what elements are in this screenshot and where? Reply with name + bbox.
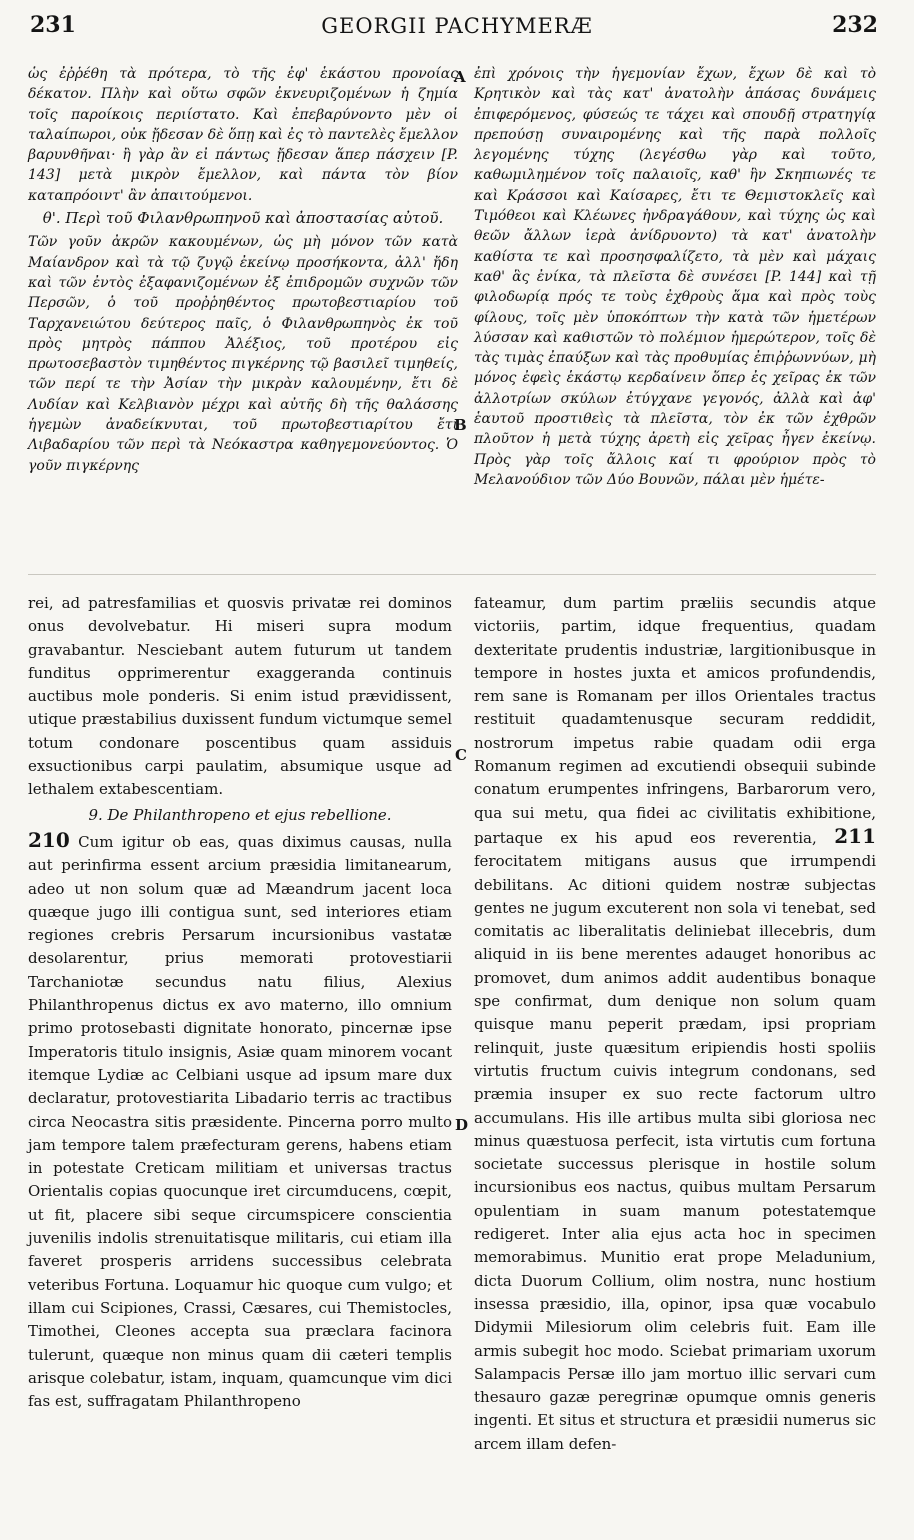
greek-column-left (28, 64, 458, 476)
latin-column-left (28, 592, 452, 1413)
latin-left-paragraph-2-text: Cum igitur ob eas, quas diximus causas, nulla aut perinfirma essent arcium præsidia limitanearum, adeo ut non solum quæ ad Mæandrum jacent loca quæque jugo illi contigua sunt, sed interiores etiam regiones crebris Persarum incursionibus vastatæ desolarentur, prius memorati protovestiarii Tarchaniotæ secundus natu filius, Alexius Philanthropenus dictus ex avo materno, illo omnium primo protosebasti dignitate honorato, pincernæ ipse Imperatoris titulo insignis, Asiæ quam minorem vocant itemque Lydiæ ac Celbiani usque ad ipsum mare dux declaratur, protovestiarita Libadario terris ac tractibus circa Neocastra sitis præsidente. Pincerna porro multo jam tempore talem præfecturam gerens, habens etiam in potestate Creticam militiam et universas tractus Orientalis copias quocunque iret circumducens, cœpit, ut fit, placere sibi seque circumspicere conscientia juvenilis indolis strenuitatisque militaris, cui etiam illa faveret prosperis arridens successibus celebrata veteribus Fortuna. Loquamur hic quoque cum vulgo; et illam cui Scipiones, Crassi, Cæsares, cui Themistocles, Timothei, Cleones accepta sua præclara facinora tulerunt, quæque non minus quam dii cæteri templis arisque colebatur, istam, inquam, quamcunque vim dici fas est, suffragatam Philanthropeno (28, 832, 452, 1411)
section-divider (28, 574, 876, 575)
section-number-210: 210 (28, 827, 70, 852)
margin-marker-a: A (454, 68, 466, 86)
greek-left-paragraph-2: Τῶν γοῦν ἀκρῶν κακουμένων, ὡς μὴ μόνον τῶν κατὰ Μαίανδρον καὶ τὰ τῷ ζυγῷ ἐκείνῳ προσήκοντα, ἀλλ' ἤδη καὶ τῶν ἐντὸς ἐξαφανιζομένων ἐξ ἐπιδρομῶν συχνῶν τῶν Περσῶν, ὁ τοῦ προῤῥηθέντος πρωτοβεστιαρίου τοῦ Ταρχανειώτου δεύτερος παῖς, ὁ Φιλανθρωπηνὸς ἐκ τοῦ πρὸς μητρὸς πάππου Ἀλέξιος, τοῦ προτέρου εἰς πρωτοσεβαστὸν τιμηθέντος πιγκέρνης τῷ βασιλεῖ τιμηθείς, τῶν περί τε τὴν Ἀσίαν τὴν μικρὰν καλουμένην, ἔτι δὲ Λυδίαν καὶ Κελβιανὸν μέχρι καὶ αὐτῆς δὴ τῆς θαλάσσης ἡγεμὼν ἀναδείκνυται, τοῦ πρωτοβεστιαρίτου ἔτι Λιβαδαρίου τῶν περὶ τὰ Νεόκαστρα καθηγεμονεύοντος. Ὁ γοῦν πιγκέρνης (28, 234, 458, 474)
margin-marker-d: D (455, 1116, 469, 1134)
latin-column-right (474, 592, 876, 1456)
greek-right-paragraph-1: ἐπὶ χρόνοις τὴν ἡγεμονίαν ἔχων, ἔχων δὲ καὶ τὸ Κρητικὸν καὶ τὰς κατ' ἀνατολὴν ἁπάσας δυνάμεις ἐπιφερόμενος, φύσεώς τε τάχει καὶ σπουδῇ στρατηγίᾳ πρεπούσῃ συναιρομένης καὶ τῆς παρὰ πολλοῖς λεγομένης τύχης (λεγέσθω γὰρ καὶ τοῦτο, καθωμιλημένον τοῖς παλαιοῖς, καθ' ἣν Σκηπιωνές τε καὶ Κράσσοι καὶ Καίσαρες, ἔτι τε Θεμιστοκλεῖς καὶ Τιμόθεοι καὶ Κλέωνες ἠνδραγάθουν, καὶ τύχης ὡς καὶ θεῶν ἄλλων ἱερὰ ἀνίδρυοντο) τὰ κατ' ἀνατολὴν καθίστα τε καὶ προσησφαλίζετο, τὰ μὲν καὶ μάχαις καθ' ἃς ἐνίκα, τὰ πλεῖστα δὲ συνέσει [P. 144] καὶ τῇ φιλοδωρίᾳ πρός τε τοὺς ἐχθροὺς ἅμα καὶ πρὸς τοὺς φίλους, τοῖς μὲν ὑποκόπτων τὴν κατὰ τῶν ἡμετέρων λύσσαν καὶ καθιστῶν τὸ πολέμιον ἡμερώτερον, τοῖς δὲ τὰς τιμὰς ἐπαύξων καὶ τὰς προθυμίας ἐπιῤῥωννύων, μὴ μόνος ἐφεὶς ἑκάστῳ κερδαίνειν ὅπερ ἐς χεῖρας ἐκ τῶν ἀλλοτρίων σκύλων ἐτύγχανε γεγονός, ἀλλὰ καὶ ἀφ' ἑαυτοῦ προστιθεὶς τὰ πλεῖστα, τὸν ἐκ τῶν ἐχθρῶν πλοῦτον ἡ μετὰ τύχης ἀρετὴ εἰς χεῖρας ἦγεν ἐκείνῳ. Πρὸς γὰρ τοῖς ἄλλοις καί τι φρούριον πρὸς τὸ Μελανούδιον τῶν Δύο Βουνῶν, πάλαι μὲν ἡμέτε- (474, 66, 876, 488)
margin-marker-c: C (455, 746, 467, 764)
greek-left-paragraph-1: ὡς ἐῤῥέθη τὰ πρότερα, τὸ τῆς ἐφ' ἑκάστου προνοίας δέκατον. Πλὴν καὶ οὕτω σφῶν ἐκνευριζομένων ἡ ζημία τοῖς παροίκοις περιίστατο. Καὶ ἐπεβαρύνοντο μὲν οἱ ταλαίπωροι, οὐκ ᾔδεσαν δὲ ὅπῃ καὶ ἐς τὸ παντελὲς ἔμελλον βαρυνθῆναι· ἢ γὰρ ἂν εἰ πάντως ᾔδεσαν ἅπερ πάσχειν [P. 143] μετὰ μικρὸν ἔμελλον, καὶ πάντα τὸν βίον καταπρόοιντ' ἂν ἀπαιτούμενοι. (28, 66, 458, 204)
latin-left-paragraph-2 (28, 829, 452, 1413)
latin-left-paragraph-1: rei, ad patresfamilias et quosvis privatæ rei dominos onus devolvebatur. Hi miseri supra modum gravabantur. Nesciebant autem futurum ut tandem funditus opprimerentur exaggeranda continuis auctibus mole ponderis. Si enim istud prævidissent, utique præstabilius duxissent fundum victumque semel totum condonare poscentibus quam assiduis exsuctionibus carpi paulatim, absumique usque ad lethalem extabescentiam. (28, 594, 452, 799)
page-number-left: 231 (30, 12, 76, 38)
running-title: GEORGII PACHYMERÆ (321, 14, 593, 38)
page-header (0, 6, 914, 40)
page-number-right: 232 (832, 12, 878, 38)
latin-section-heading: 9. De Philanthropeno et ejus rebellione. (88, 805, 392, 824)
latin-right-paragraph-1 (474, 592, 876, 1456)
greek-section-heading: θ'. Περὶ τοῦ Φιλανθρωπηνοῦ καὶ ἀποστασίας αὐτοῦ. (42, 209, 444, 228)
section-number-211: 211 (834, 823, 876, 848)
greek-column-right (474, 64, 876, 490)
latin-right-text-a: fateamur, dum partim præliis secundis atque victoriis, partim, idque frequentius, quadam dexteritate prudentis industriæ, largitionibusque in tempore in hostes juxta et amicos profundendis, rem sane is Romanam per illos Orientales tractus restituit quadamtenusque securam reddidit, nostrorum impetus rabie quadam odii erga Romanum regimen ad excutiendi obsequii subinde conatum erumpentes infringens, Barbarorum vero, qua sui metu, qua fidei ac civilitatis exhibitione, partaque ex his apud eos reverentia, (474, 594, 876, 847)
latin-right-text-b: ferocitatem mitigans ausus que irrumpendi debilitans. Ac ditioni quidem nostræ subjectas gentes ne jugum excuterent non sola vi tenebat, sed comitatis ac liberalitatis deliniebat illecebris, dum aliquid in iis bene merentes adauget honoribus ac promovet, dum animos addit audentibus bonaque spe confirmat, dum denique non solum quam quisque manu peperit prædam, ipsi propriam relinquit, juste quæsitum eripiendis hosti spoliis virtutis fructum cuivis integrum condonans, sed præmia insuper ex suo recte factorum ultro accumulans. His ille artibus multa sibi gloriosa nec minus quæstuosa perfecit, ista virtutis cum fortuna societate successus plerisque in hostile solum incursionibus eos nactus, quibus multam Persarum opulentiam in suam manum potestatemque redigeret. Inter alia ejus acta hoc in specimen memorabimus. Munitio erat prope Meladunium, dicta Duorum Collium, olim nostra, nunc hostium insessa præsidio, illa, opinor, ipsa quæ vocabulo Didymii Milesiorum olim celebris fuit. Eam ille armis subegit hoc modo. Sciebat primariam uxorum Salampacis Persæ illo jam mortuo illic servari cum thesauro gazæ peregrinæ opumque omnis generis ingenti. Et situs et structura et præsidii numerus sic arcem illam defen- (474, 852, 876, 1453)
margin-marker-b: B (454, 416, 467, 434)
